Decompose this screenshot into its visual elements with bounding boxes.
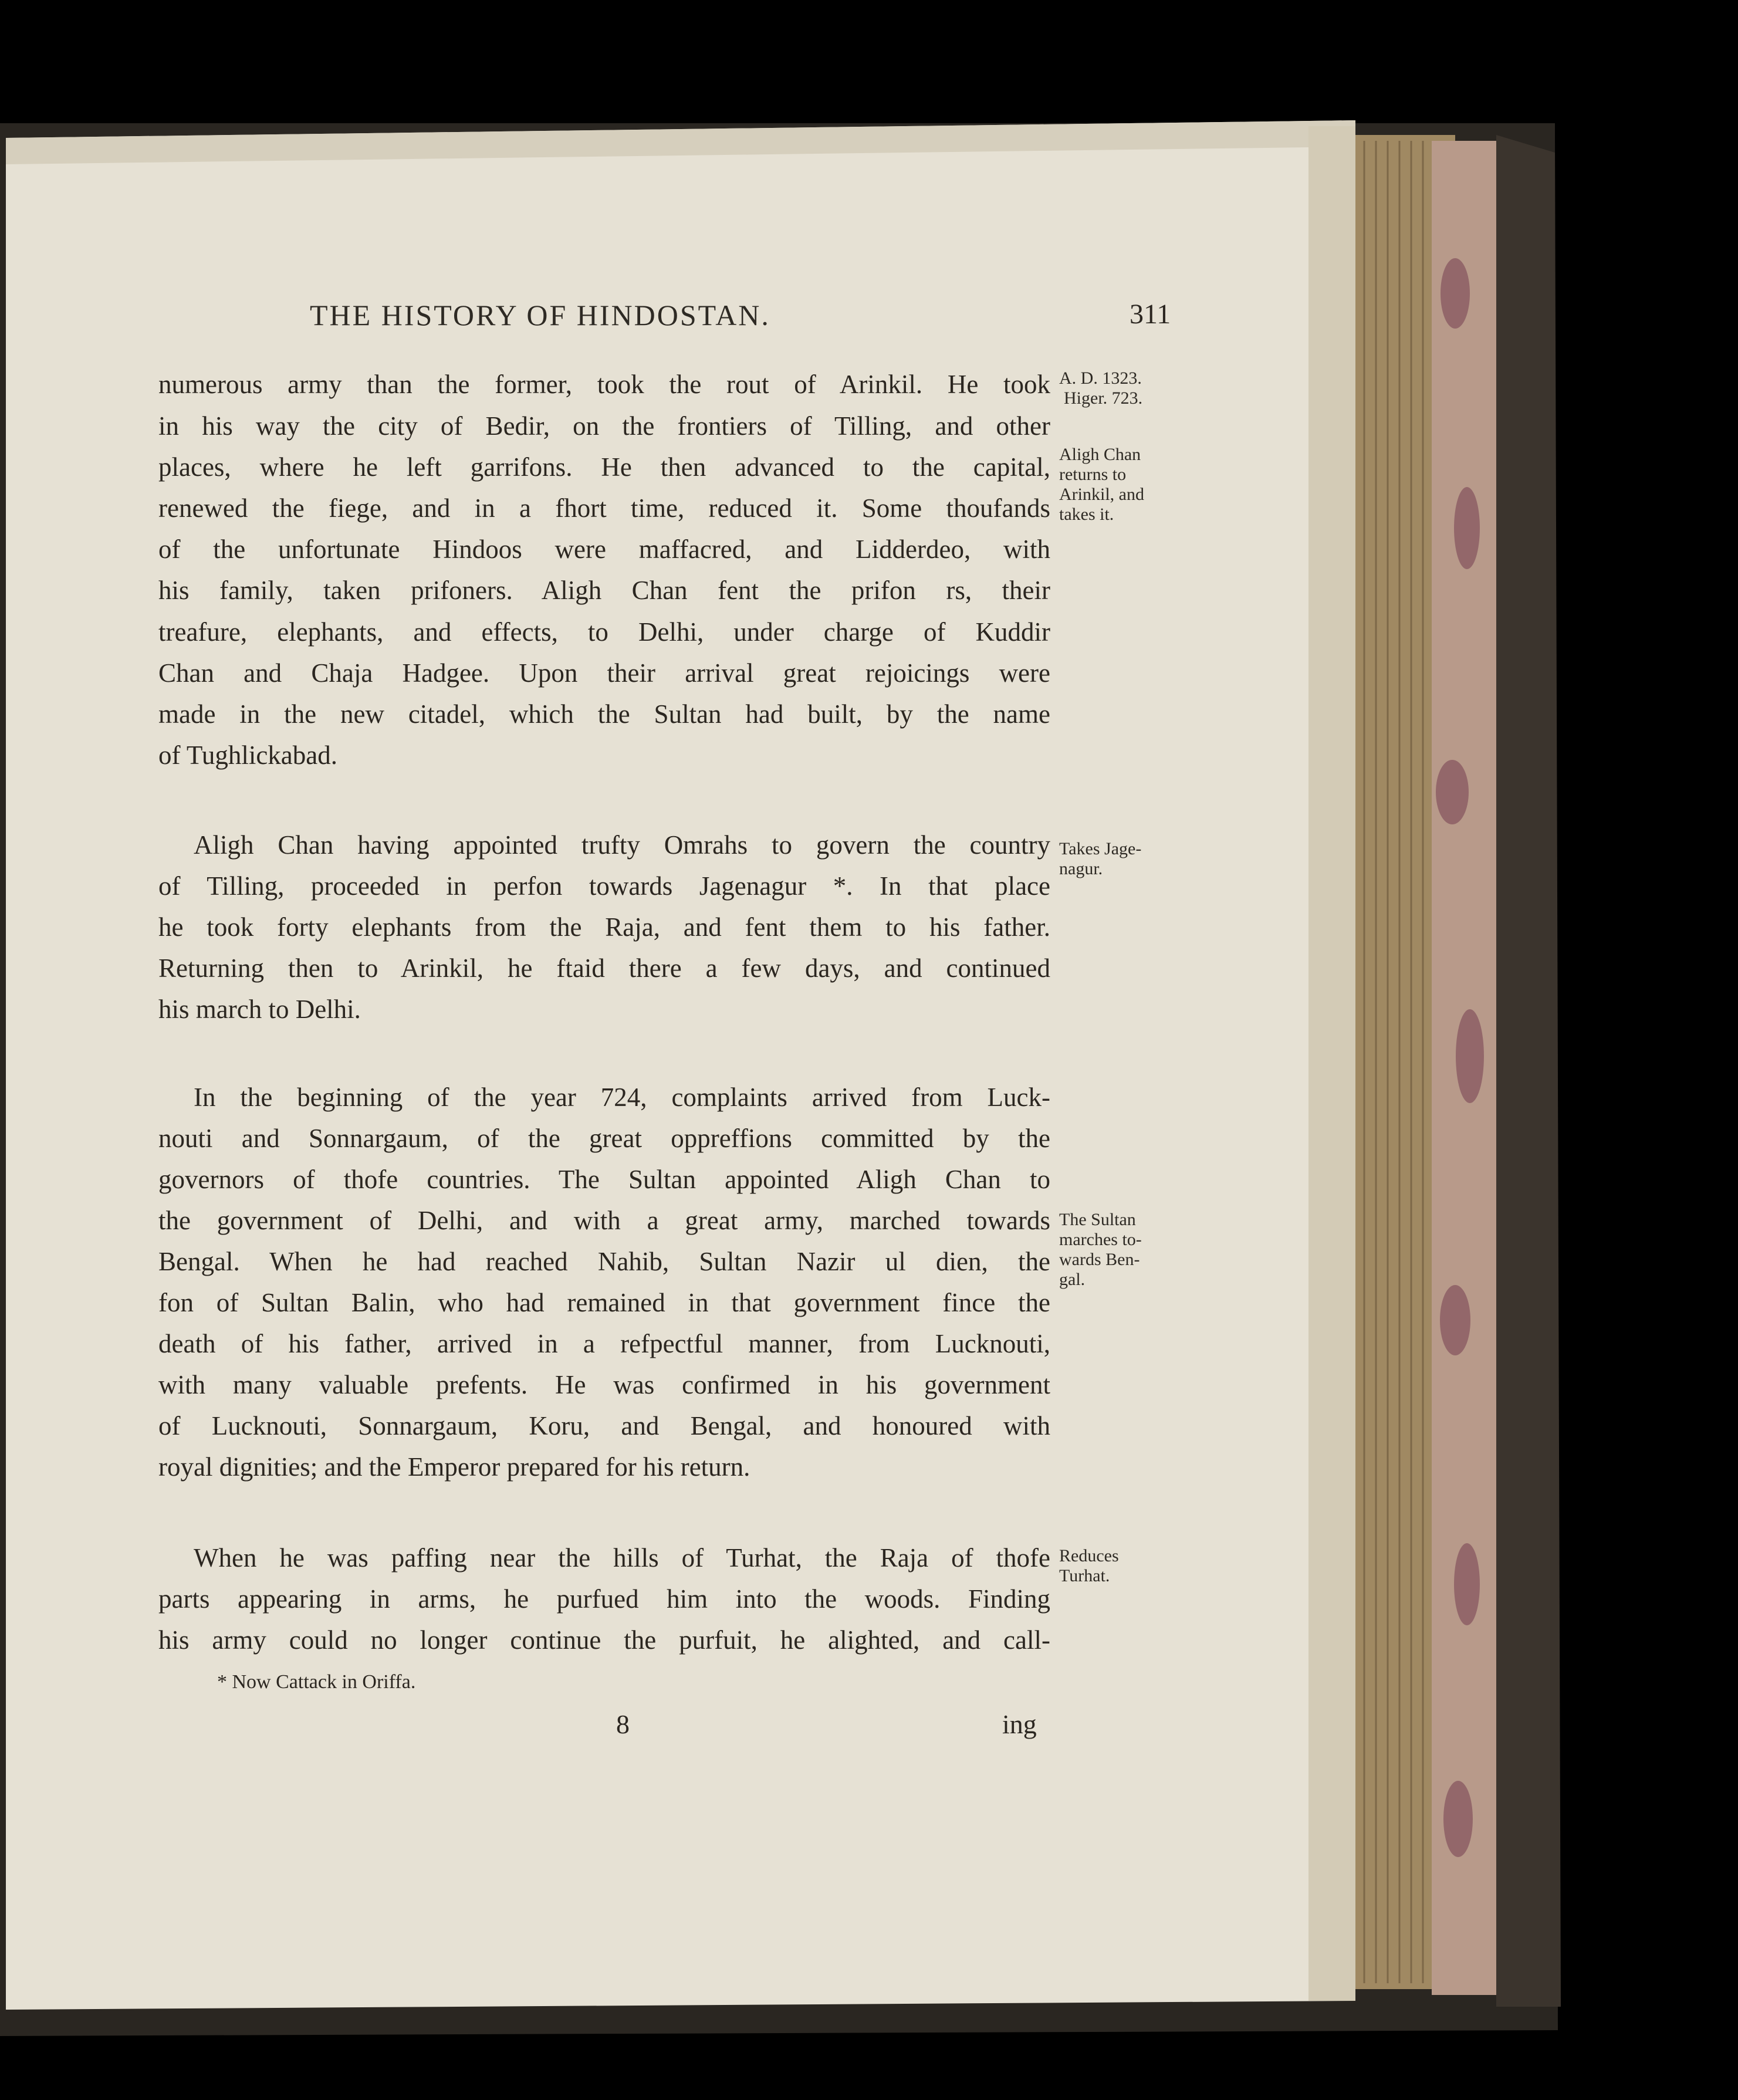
margin-note-turhat: Reduces Turhat. <box>1059 1546 1119 1585</box>
text-line: numerous army than the former, took the rout of Arinkil. He took <box>158 370 1050 399</box>
text-line: his army could no longer continue the purfuit, he alighted, and call- <box>158 1625 1050 1655</box>
text-line: parts appearing in arms, he purfued him into the woods. Finding <box>158 1584 1050 1614</box>
text-line: his march to Delhi. <box>158 995 361 1024</box>
text-line: with many valuable prefents. He was confirmed in his government <box>158 1370 1050 1399</box>
text-line: his family, taken prifoners. Aligh Chan fent the prifon rs, their <box>158 576 1050 605</box>
text-line: made in the new citadel, which the Sultan had built, by the name <box>158 699 1050 729</box>
text-line: treafure, elephants, and effects, to Delhi, under charge of Kuddir <box>158 617 1050 647</box>
text-line: of Tilling, proceeded in perfon towards Jagenagur *. In that place <box>158 871 1050 901</box>
text-line: royal dignities; and the Emperor prepared for his return. <box>158 1452 750 1482</box>
catchword: ing <box>1002 1709 1037 1739</box>
text-line: In the beginning of the year 724, complaints arrived from Luck- <box>194 1083 1050 1112</box>
signature-mark: 8 <box>616 1709 630 1739</box>
margin-note-jagenagur: Takes Jage- nagur. <box>1059 839 1142 878</box>
text-line: death of his father, arrived in a refpectful manner, from Lucknouti, <box>158 1329 1050 1358</box>
text-line: Aligh Chan having appointed trufty Omrahs to govern the country <box>194 830 1050 860</box>
running-head: THE HISTORY OF HINDOSTAN. <box>310 299 770 332</box>
margin-note-bengal: The Sultan marches to- wards Ben- gal. <box>1059 1210 1142 1289</box>
text-line: Chan and Chaja Hadgee. Upon their arrival great rejoicings were <box>158 658 1050 688</box>
text-line: When he was paffing near the hills of Turhat, the Raja of thofe <box>194 1543 1050 1573</box>
text-line: of Lucknouti, Sonnargaum, Koru, and Bengal, and honoured with <box>158 1411 1050 1440</box>
margin-note-date: A. D. 1323. Higer. 723. <box>1059 368 1143 408</box>
text-line: the government of Delhi, and with a great army, marched towards <box>158 1206 1050 1235</box>
text-line: fon of Sultan Balin, who had remained in that government fince the <box>158 1288 1050 1317</box>
margin-note-arinkil: Aligh Chan returns to Arinkil, and takes it. <box>1059 445 1144 524</box>
footnote: * Now Cattack in Oriffa. <box>217 1671 416 1693</box>
text-line: of Tughlickabad. <box>158 740 338 770</box>
text-line: Returning then to Arinkil, he ftaid there a few days, and continued <box>158 953 1050 983</box>
text-line: of the unfortunate Hindoos were maffacred, and Lidderdeo, with <box>158 535 1050 564</box>
text-line: in his way the city of Bedir, on the frontiers of Tilling, and other <box>158 411 1050 441</box>
text-line: he took forty elephants from the Raja, and fent them to his father. <box>158 912 1050 942</box>
text-line: Bengal. When he had reached Nahib, Sultan Nazir ul dien, the <box>158 1247 1050 1276</box>
text-line: governors of thofe countries. The Sultan appointed Aligh Chan to <box>158 1165 1050 1194</box>
text-line: renewed the fiege, and in a fhort time, reduced it. Some thoufands <box>158 493 1050 523</box>
text-line: places, where he left garrifons. He then advanced to the capital, <box>158 452 1050 482</box>
text-line: nouti and Sonnargaum, of the great oppreffions committed by the <box>158 1124 1050 1153</box>
page-number: 311 <box>1130 299 1171 330</box>
